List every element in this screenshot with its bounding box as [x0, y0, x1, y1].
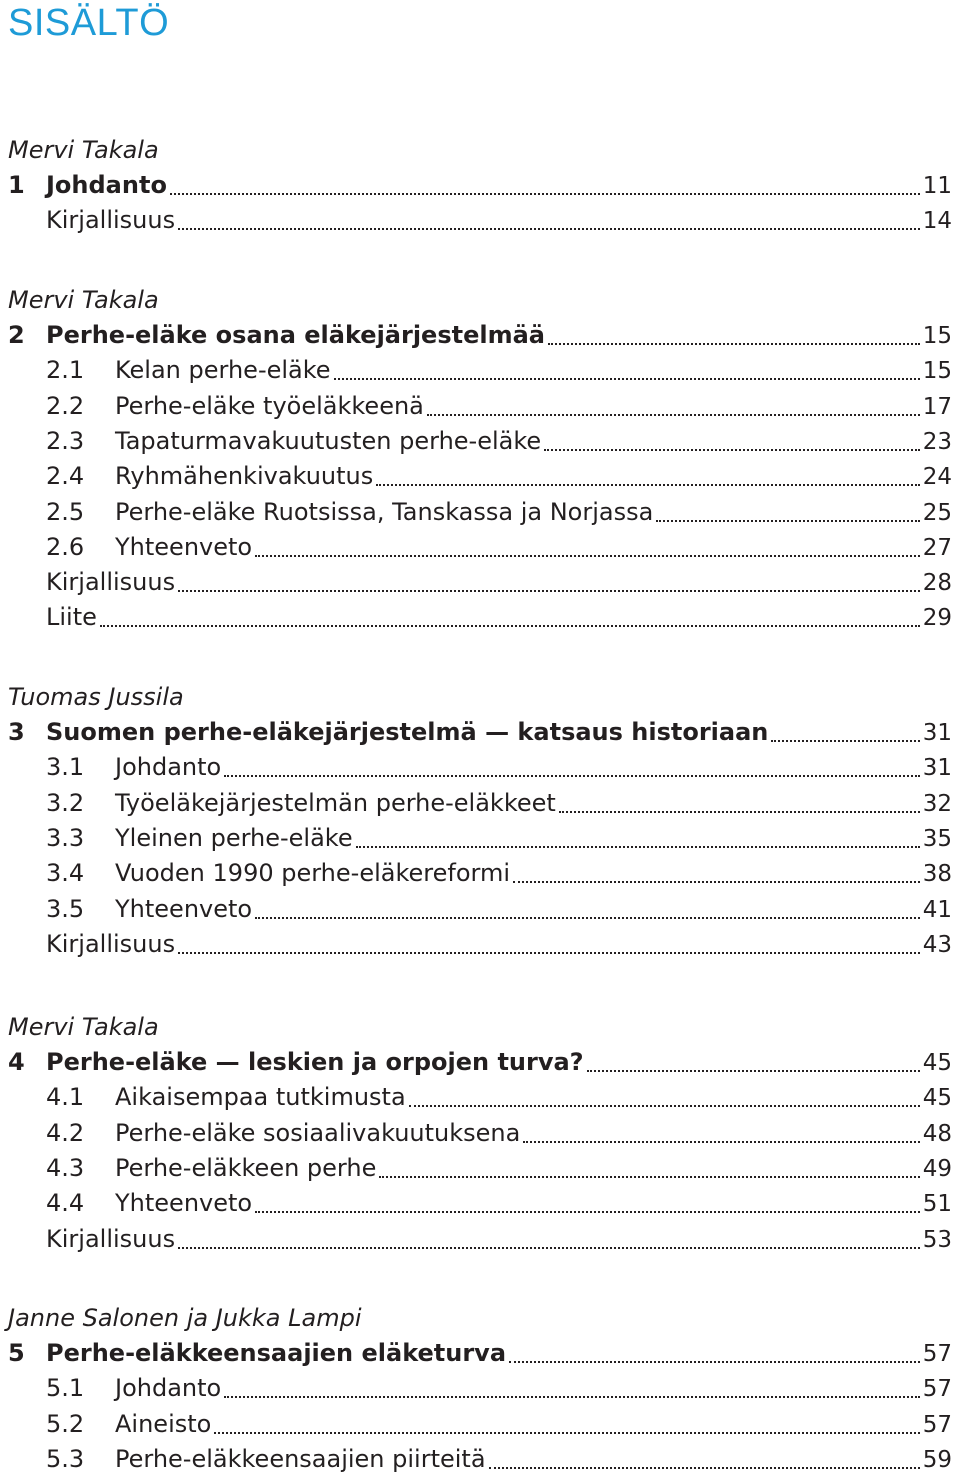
entry-title: Johdanto: [46, 171, 167, 199]
page-number: 11: [922, 173, 952, 199]
dot-leader: [224, 763, 920, 777]
page-number: 57: [922, 1411, 952, 1438]
entry-number: 5.1: [46, 1374, 85, 1403]
toc-chapter-entry[interactable]: [8, 168, 952, 202]
entry-title: Kirjallisuus: [46, 568, 176, 597]
page-number: 17: [922, 393, 952, 420]
entry-number: 3.3: [46, 823, 85, 852]
entry-title: Perhe-eläke sosiaalivakuutuksena: [115, 1118, 521, 1147]
entry-title: Aineisto: [115, 1409, 212, 1438]
toc-chapter-entry[interactable]: [8, 1336, 952, 1370]
entry-title: Kelan perhe-eläke: [115, 356, 331, 385]
toc-section-entry[interactable]: [8, 1407, 952, 1441]
page-number: 59: [922, 1446, 952, 1473]
entry-title: Tapaturmavakuutusten perhe-eläke: [115, 426, 542, 455]
toc-reference-entry[interactable]: [8, 1222, 952, 1256]
dot-leader: [100, 613, 920, 627]
page-number: 15: [922, 358, 952, 385]
entry-title: Johdanto: [115, 753, 222, 782]
entry-title: Kirjallisuus: [46, 1224, 176, 1253]
toc-section-entry[interactable]: [8, 1080, 952, 1114]
dot-leader: [255, 543, 920, 557]
page-number: 27: [922, 534, 952, 561]
toc-section-entry[interactable]: [8, 459, 952, 493]
entry-title: Johdanto: [115, 1374, 222, 1403]
dot-leader: [255, 905, 920, 919]
entry-title: Yhteenveto: [115, 532, 253, 561]
toc-section-entry[interactable]: [8, 1186, 952, 1220]
entry-title: Suomen perhe-eläkejärjestelmä — katsaus historiaan: [46, 718, 769, 746]
entry-number: 4.4: [46, 1189, 85, 1218]
dot-leader: [523, 1129, 919, 1143]
dot-leader: [170, 181, 920, 195]
toc-reference-entry[interactable]: [8, 927, 952, 961]
page-number: 48: [922, 1120, 952, 1147]
page-number: 53: [922, 1226, 952, 1253]
dot-leader: [771, 728, 919, 742]
entry-title: Työeläkejärjestelmän perhe-eläkkeet: [115, 788, 556, 817]
page-number: 15: [922, 323, 952, 349]
toc-section-entry[interactable]: [8, 1371, 952, 1405]
entry-number: 4.2: [46, 1118, 85, 1147]
dot-leader: [356, 834, 920, 848]
entry-title: Perhe-eläke työeläkkeenä: [115, 391, 424, 420]
entry-title: Yhteenveto: [115, 1189, 253, 1218]
toc-section-entry[interactable]: [8, 353, 952, 387]
dot-leader: [489, 1455, 920, 1469]
dot-leader: [509, 1349, 920, 1363]
entry-number: 4: [8, 1048, 25, 1076]
dot-leader: [214, 1420, 919, 1434]
entry-title: Vuoden 1990 perhe-eläkereformi: [115, 859, 510, 888]
page-number: 32: [922, 790, 952, 817]
entry-title: Perhe-eläke osana eläkejärjestelmää: [46, 321, 545, 349]
page-number: 51: [922, 1191, 952, 1218]
toc-chapter-entry[interactable]: [8, 1045, 952, 1079]
entry-number: 3: [8, 718, 25, 746]
entry-number: 1: [8, 171, 25, 199]
dot-leader: [255, 1199, 920, 1213]
toc-reference-entry[interactable]: [8, 600, 952, 634]
page-number: 28: [922, 570, 952, 597]
dot-leader: [178, 1235, 920, 1249]
toc-section-entry[interactable]: [8, 1116, 952, 1150]
entry-number: 5: [8, 1339, 25, 1367]
dot-leader: [513, 869, 920, 883]
page-number: 14: [922, 208, 952, 235]
dot-leader: [178, 216, 920, 230]
toc-section-entry[interactable]: [8, 892, 952, 926]
entry-title: Perhe-eläke — leskien ja orpojen turva?: [46, 1048, 584, 1076]
entry-number: 5.2: [46, 1409, 85, 1438]
page-number: 43: [922, 931, 952, 958]
author-name: Mervi Takala: [8, 1013, 159, 1041]
toc-section-entry[interactable]: [8, 424, 952, 458]
entry-title: Kirjallisuus: [46, 206, 176, 235]
page-number: 25: [922, 499, 952, 526]
page-title: SISÄLTÖ: [8, 2, 170, 44]
dot-leader: [376, 472, 919, 486]
page-number: 23: [922, 428, 952, 455]
entry-title: Kirjallisuus: [46, 929, 176, 958]
author-name: Tuomas Jussila: [8, 683, 184, 711]
toc-section-entry[interactable]: [8, 786, 952, 820]
toc-section-entry[interactable]: [8, 1442, 952, 1476]
entry-number: 2: [8, 321, 25, 349]
dot-leader: [178, 940, 920, 954]
dot-leader: [379, 1164, 919, 1178]
dot-leader: [427, 402, 920, 416]
page-number: 57: [922, 1376, 952, 1403]
author-name: Janne Salonen ja Jukka Lampi: [8, 1304, 362, 1332]
entry-number: 2.2: [46, 391, 85, 420]
dot-leader: [587, 1058, 920, 1072]
toc-section-entry[interactable]: [8, 856, 952, 890]
entry-title: Ryhmähenkivakuutus: [115, 462, 374, 491]
page-number: 24: [922, 464, 952, 491]
toc-section-entry[interactable]: [8, 1151, 952, 1185]
toc-section-entry[interactable]: [8, 750, 952, 784]
page-number: 45: [922, 1050, 952, 1076]
dot-leader: [334, 366, 920, 380]
entry-number: 3.4: [46, 859, 85, 888]
entry-number: 5.3: [46, 1444, 85, 1473]
entry-title: Perhe-eläkkeensaajien eläketurva: [46, 1339, 507, 1367]
toc-section-entry[interactable]: [8, 821, 952, 855]
author-name: Mervi Takala: [8, 136, 159, 164]
toc-chapter-entry[interactable]: [8, 715, 952, 749]
page-number: 31: [922, 720, 952, 746]
dot-leader: [544, 437, 920, 451]
page-number: 29: [922, 605, 952, 632]
toc-section-entry[interactable]: [8, 495, 952, 529]
toc-section-entry[interactable]: [8, 530, 952, 564]
entry-number: 2.1: [46, 356, 85, 385]
dot-leader: [409, 1093, 920, 1107]
page-number: 45: [922, 1085, 952, 1112]
entry-number: 3.2: [46, 788, 85, 817]
toc-reference-entry[interactable]: [8, 565, 952, 599]
entry-title: Perhe-eläkkeen perhe: [115, 1153, 377, 1182]
entry-title: Yhteenveto: [115, 894, 253, 923]
toc-chapter-entry[interactable]: [8, 318, 952, 352]
page-number: 35: [922, 825, 952, 852]
entry-number: 3.1: [46, 753, 85, 782]
entry-number: 3.5: [46, 894, 85, 923]
author-name: Mervi Takala: [8, 286, 159, 314]
entry-number: 4.3: [46, 1153, 85, 1182]
dot-leader: [548, 331, 920, 345]
entry-number: 4.1: [46, 1083, 85, 1112]
dot-leader: [224, 1384, 920, 1398]
toc-section-entry[interactable]: [8, 389, 952, 423]
dot-leader: [656, 508, 919, 522]
toc-reference-entry[interactable]: [8, 203, 952, 237]
entry-number: 2.3: [46, 426, 85, 455]
entry-title: Yleinen perhe-eläke: [115, 823, 353, 852]
entry-title: Aikaisempaa tutkimusta: [115, 1083, 406, 1112]
page-number: 57: [922, 1341, 952, 1367]
dot-leader: [178, 578, 920, 592]
page-number: 38: [922, 861, 952, 888]
entry-number: 2.5: [46, 497, 85, 526]
entry-title: Perhe-eläkkeensaajien piirteitä: [115, 1444, 486, 1473]
entry-title: Perhe-eläke Ruotsissa, Tanskassa ja Norjassa: [115, 497, 654, 526]
entry-title: Liite: [46, 603, 97, 632]
page-number: 41: [922, 896, 952, 923]
page-number: 31: [922, 755, 952, 782]
entry-number: 2.6: [46, 532, 85, 561]
page-number: 49: [922, 1155, 952, 1182]
entry-number: 2.4: [46, 462, 85, 491]
dot-leader: [559, 799, 920, 813]
